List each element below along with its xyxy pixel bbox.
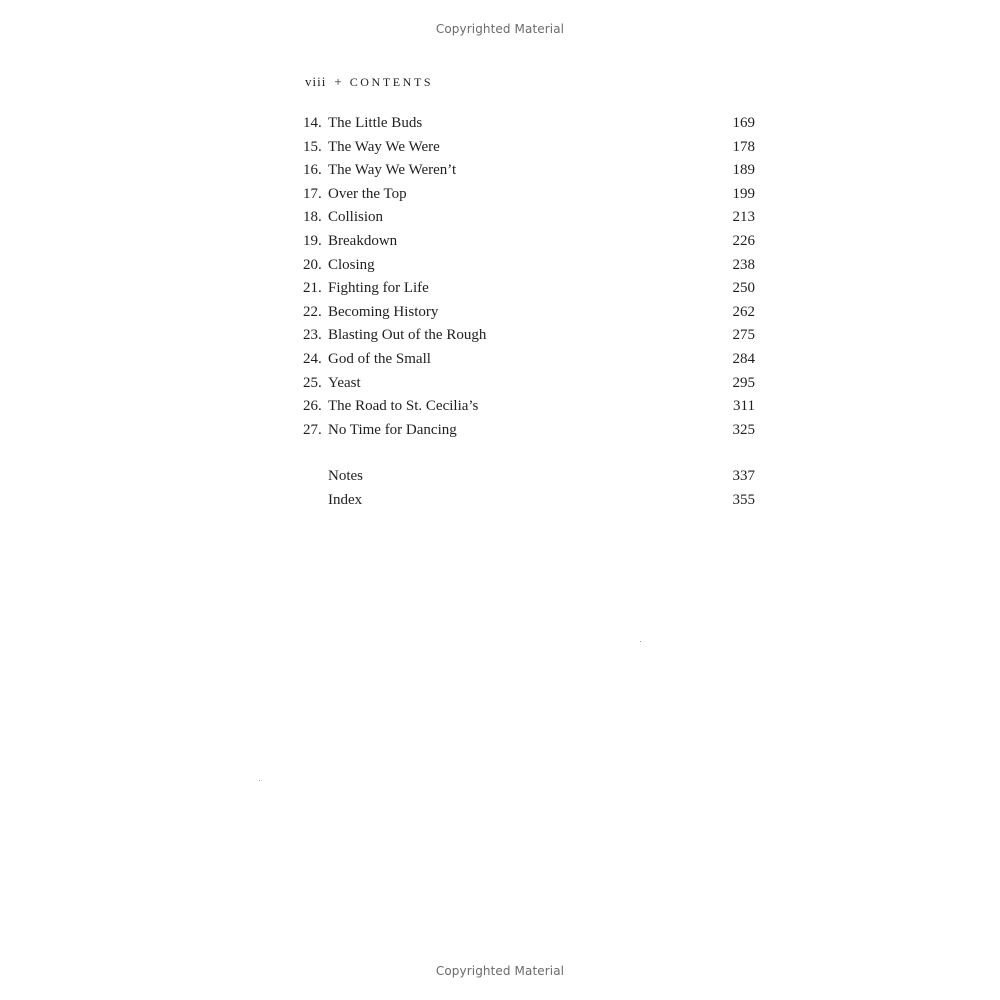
- chapter-number: 24.: [303, 350, 322, 367]
- chapter-number: 16.: [303, 162, 322, 179]
- chapter-number: 15.: [303, 138, 322, 155]
- toc-entry: [303, 254, 755, 278]
- toc-entry: [303, 136, 755, 160]
- chapter-page: 199: [732, 185, 755, 202]
- section-title: CONTENTS: [349, 75, 434, 89]
- page-folio: viii: [305, 74, 327, 89]
- chapter-page: 311: [733, 398, 755, 415]
- chapter-number: 23.: [303, 327, 322, 344]
- chapter-title: No Time for Dancing: [328, 421, 457, 438]
- chapter-title: The Little Buds: [328, 115, 423, 131]
- chapter-page: 284: [732, 350, 755, 367]
- chapter-page: 178: [732, 138, 755, 155]
- copyright-watermark-bottom: Copyrighted Material: [435, 964, 565, 978]
- chapter-number: 19.: [303, 232, 322, 249]
- chapter-title: Yeast: [328, 374, 361, 391]
- toc-entry: [303, 324, 755, 348]
- chapter-title: Breakdown: [328, 232, 398, 249]
- toc-entry: [303, 112, 755, 136]
- chapter-number: 21.: [303, 280, 322, 297]
- chapter-title: Becoming History: [328, 303, 439, 320]
- toc-entry: [303, 372, 755, 396]
- copyright-watermark-top: Copyrighted Material: [435, 22, 565, 36]
- section-spacer: [303, 442, 755, 465]
- chapter-number: 25.: [303, 374, 322, 391]
- chapter-number: 20.: [303, 256, 322, 273]
- chapter-title: Fighting for Life: [328, 280, 429, 297]
- chapter-page: 226: [732, 232, 755, 249]
- chapter-title: The Road to St. Cecilia’s: [328, 398, 479, 415]
- back-matter-title: Notes: [328, 468, 363, 485]
- chapter-page: 262: [732, 303, 755, 320]
- chapter-page: 189: [732, 162, 755, 179]
- chapter-title: Closing: [328, 256, 375, 273]
- chapter-page: 250: [732, 280, 755, 297]
- toc-entry: [303, 159, 755, 183]
- back-matter-page: 337: [732, 468, 755, 485]
- toc-entry: [303, 301, 755, 325]
- scan-speck: [640, 641, 641, 642]
- chapter-title: Blasting Out of the Rough: [328, 327, 487, 344]
- chapter-title: God of the Small: [328, 350, 431, 367]
- toc-entry: [303, 277, 755, 301]
- chapter-title: The Way We Were: [328, 138, 440, 155]
- chapter-number: 27.: [303, 421, 322, 438]
- toc-entry: [303, 348, 755, 372]
- back-matter-entry: [303, 465, 755, 489]
- toc-entry: [303, 395, 755, 419]
- back-matter-title: Index: [328, 491, 363, 508]
- back-matter-entry: [303, 489, 755, 513]
- chapter-number: 14.: [303, 115, 322, 131]
- chapter-title: Collision: [328, 209, 384, 226]
- chapter-number: 17.: [303, 185, 322, 202]
- toc-entry: [303, 230, 755, 254]
- back-matter-page: 355: [732, 491, 755, 508]
- scan-speck: [259, 780, 260, 781]
- toc-entry: [303, 419, 755, 443]
- chapter-page: 238: [732, 256, 755, 273]
- running-head: [305, 74, 433, 90]
- chapter-number: 18.: [303, 209, 322, 226]
- chapter-page: 275: [732, 327, 755, 344]
- chapter-page: 295: [732, 374, 755, 391]
- chapter-title: Over the Top: [328, 185, 407, 202]
- toc-entry: [303, 183, 755, 207]
- chapter-page: 213: [732, 209, 755, 226]
- chapter-title: The Way We Weren’t: [328, 162, 457, 179]
- chapter-page: 169: [732, 115, 755, 131]
- table-of-contents: [303, 112, 755, 513]
- chapter-page: 325: [732, 421, 755, 438]
- ornament: +: [334, 74, 342, 89]
- toc-entry: [303, 206, 755, 230]
- chapter-number: 22.: [303, 303, 322, 320]
- chapter-number: 26.: [303, 398, 322, 415]
